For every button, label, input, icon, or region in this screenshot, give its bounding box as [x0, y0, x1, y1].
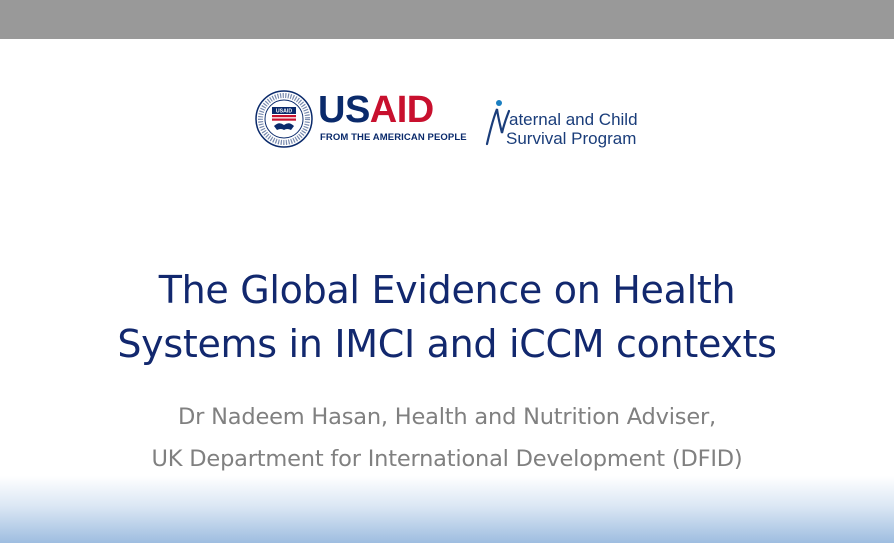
usaid-logo — [255, 90, 465, 150]
mcsp-logo — [484, 97, 654, 151]
slide-subtitle — [0, 396, 894, 480]
usaid-seal-icon — [255, 90, 313, 148]
title-line-2: Systems in IMCI and iCCM contexts — [117, 322, 777, 366]
bottom-gradient-band — [0, 476, 894, 543]
usaid-wordmark-aid: AID — [369, 89, 434, 131]
usaid-tagline: FROM THE AMERICAN PEOPLE — [320, 132, 467, 143]
slide-title — [0, 263, 894, 371]
subtitle-line-1: Dr Nadeem Hasan, Health and Nutrition Adviser, — [178, 404, 716, 430]
top-bar — [0, 0, 894, 39]
subtitle-line-2: UK Department for International Development (DFID) — [151, 446, 743, 472]
usaid-wordmark-us: US — [318, 89, 370, 131]
usaid-wordmark — [318, 90, 434, 130]
mcsp-name-line1: aternal and Child — [509, 110, 638, 129]
seal-label: USAID — [275, 108, 293, 115]
mcsp-name-line2: Survival Program — [506, 129, 637, 148]
title-line-1: The Global Evidence on Health — [158, 268, 736, 312]
